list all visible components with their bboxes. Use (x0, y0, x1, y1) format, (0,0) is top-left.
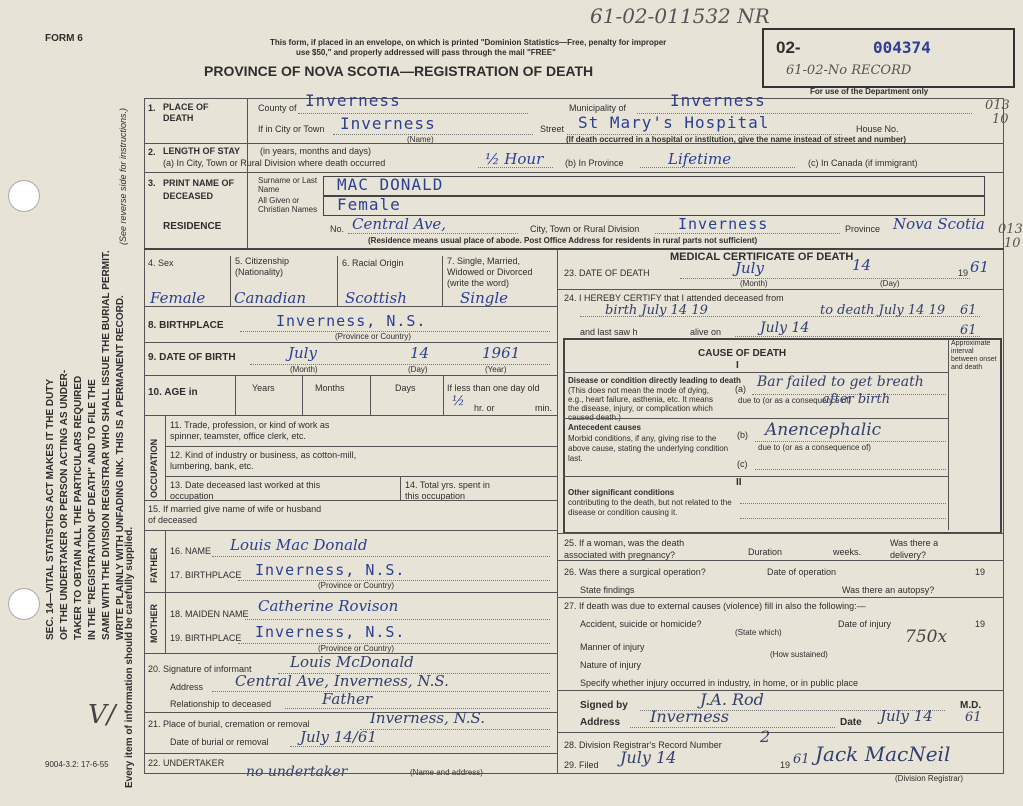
surname-label: Surname or Last Name (258, 176, 318, 194)
dob-label: 9. DATE OF BIRTH (148, 352, 236, 363)
last-saw-year: 61 (960, 323, 977, 338)
registrar-signature: Jack MacNeil (815, 742, 951, 766)
md-label: M.D. (960, 700, 982, 711)
marital-label: 7. Single, Married, Widowed or Divorced (write the word) (447, 256, 533, 288)
state-which-caption: (State which) (735, 628, 782, 637)
occupation-q13: 13. Date deceased last worked at this occupation (170, 480, 321, 501)
margin-code-1: 013 (985, 98, 1010, 113)
citizenship-label: 5. Citizenship (Nationality) (235, 256, 290, 277)
label-column-divider (247, 98, 248, 248)
mother-maiden-name: Catherine Rovison (258, 597, 399, 615)
filed-label: 29. Filed (564, 760, 599, 770)
side-instruction-4: IN THE "REGISTRATION OF DEATH" AND TO FILE THE (87, 379, 98, 640)
last-saw-label: and last saw h (580, 327, 638, 337)
residence-city-label: City, Town or Rural Division (530, 224, 640, 234)
cause-b: Anencephalic (765, 420, 882, 440)
death-year-prefix: 19 (958, 268, 969, 278)
death-year: 61 (970, 258, 990, 276)
residence-city: Inverness (678, 215, 769, 233)
mother-vertical: MOTHER (149, 604, 159, 643)
father-birth-label: 17. BIRTHPLACE (170, 570, 242, 580)
direct-cause-note: (This does not mean the mode of dying, e.g., heart failure, asthenia, etc. It means the disease, injury, or complication which caused death.) (568, 386, 713, 422)
physician-address-label: Address (580, 717, 621, 728)
residence-label: RESIDENCE (163, 221, 222, 232)
page-title: PROVINCE OF NOVA SCOTIA—REGISTRATION OF DEATH (204, 63, 594, 79)
side-instruction-3: TAKER TO OBTAIN ALL THE PARTICULARS REQUIRED (73, 375, 84, 640)
filed-year-prefix: 19 (780, 760, 791, 770)
burial-date: July 14/61 (300, 728, 377, 746)
burial-place: Inverness, N.S. (370, 709, 486, 727)
surgery-label: 26. Was there a surgical operation? (564, 567, 706, 577)
attended-to: to death July 14 19 (820, 303, 946, 318)
municipality-label: Municipality of (569, 103, 627, 113)
informant-address-label: Address (170, 682, 204, 692)
occupation-q15: 15. If married give name of wife or husband of deceased (148, 504, 322, 525)
roman-two: II (736, 477, 742, 488)
father-prov-caption: (Province or Country) (318, 581, 395, 590)
mother-name-label: 18. MAIDEN NAME (170, 609, 249, 619)
death-month-caption: (Month) (740, 279, 768, 288)
given-names-label: All Given or Christian Names (258, 196, 318, 214)
rule-3 (144, 172, 1004, 173)
birthplace-value: Inverness, N.S. (276, 312, 427, 330)
signed-date-label: Date (840, 717, 862, 728)
relationship-value: Father (322, 690, 373, 708)
side-instruction-6: WRITE PLAINLY WITH UNFADING INK. THIS IS A PERMANENT RECORD. (115, 295, 126, 640)
side-instruction-8: Every item of information should be carefully supplied. (124, 526, 135, 788)
frame-right (1003, 98, 1004, 774)
given-names-value: Female (337, 195, 401, 214)
min-label: min. (535, 403, 553, 413)
injury-year: 19 (975, 619, 986, 629)
pencil-mark: 750x (905, 627, 948, 647)
pregnancy-label: 25. If a woman, was the death associated with pregnancy? (564, 538, 685, 560)
weeks-label: weeks. (833, 547, 862, 557)
registrar-caption: (Division Registrar) (895, 774, 964, 783)
dob-year-caption: (Year) (485, 365, 507, 374)
form-code: 9004-3.2: 17-6-55 (45, 760, 109, 769)
death-day: 14 (852, 256, 872, 274)
surname-value: MAC DONALD (337, 175, 444, 194)
punch-hole-top (8, 180, 40, 212)
print-name-label: PRINT NAME OF DECEASED (163, 178, 234, 201)
undertaker-label: 22. UNDERTAKER (148, 758, 225, 768)
specify-label: Specify whether injury occurred in industry, in home, or in public place (580, 678, 858, 688)
physician-address: Inverness (650, 707, 729, 726)
citizenship-value: Canadian (234, 289, 307, 307)
roman-one: I (736, 360, 739, 371)
manner-label: Manner of injury (580, 642, 645, 652)
age-note: If less than one day old (447, 383, 540, 393)
registration-note: 61-02-No RECORD (786, 63, 912, 78)
operation-date-label: Date of operation (767, 567, 837, 577)
autopsy-label: Was there an autopsy? (842, 585, 935, 595)
burial-date-label: Date of burial or removal (170, 737, 269, 747)
racial-value: Scottish (345, 289, 407, 307)
residence-province: Nova Scotia (893, 215, 985, 233)
physician-signature: J.A. Rod (700, 690, 764, 709)
municipality-value: Inverness (670, 91, 766, 110)
years-label: Years (252, 383, 275, 393)
section-3-number: 3. (148, 178, 156, 188)
death-month: July (735, 259, 764, 277)
last-saw-suffix: alive on (690, 327, 722, 337)
mother-birthplace: Inverness, N.S. (255, 623, 406, 641)
section-2-number: 2. (148, 147, 156, 157)
place-of-death-label: PLACE OF DEATH (163, 102, 209, 123)
side-instruction-1: SEC. 14—VITAL STATISTICS ACT MAKES IT THE DUTY (45, 378, 56, 640)
cause-c-mark: (c) (737, 459, 748, 469)
occupation-q14: 14. Total yrs. spent in this occupation (405, 480, 490, 501)
side-instruction-7: (See reverse side for instructions.) (118, 107, 128, 245)
injury-date-label: Date of injury (838, 619, 892, 629)
dob-day-caption: (Day) (408, 365, 428, 374)
residence-note: (Residence means usual place of abode. Post Office Address for residents in rural parts not sufficient) (368, 236, 758, 245)
relationship-label: Relationship to deceased (170, 699, 272, 709)
mother-birth-label: 19. BIRTHPLACE (170, 633, 242, 643)
undertaker-value: no undertaker (246, 764, 348, 780)
occupation-vertical: OCCUPATION (149, 438, 159, 498)
cause-a-continued: after birth (822, 392, 891, 407)
department-use: For use of the Department only (810, 87, 929, 96)
undertaker-caption: (Name and address) (410, 768, 483, 777)
registration-prefix: 02- (776, 38, 801, 57)
rule-4 (144, 248, 1004, 250)
antecedent-label: Antecedent causes (568, 423, 641, 432)
operation-year: 19 (975, 567, 986, 577)
duration-label: Duration (748, 547, 783, 557)
record-number-label: 28. Division Registrar's Record Number (564, 740, 722, 750)
months-label: Months (315, 383, 345, 393)
direct-cause-label: Disease or condition directly leading to death (568, 376, 741, 385)
dob-day: 14 (410, 344, 430, 362)
antecedent-note: Morbid conditions, if any, giving rise to the above cause, stating the underlying condition last. (568, 434, 729, 463)
length-of-stay-label: LENGTH OF STAY (163, 146, 241, 156)
street-label: Street (540, 124, 565, 134)
burial-place-label: 21. Place of burial, cremation or removal (148, 719, 310, 729)
days-label: Days (395, 383, 416, 393)
father-birthplace: Inverness, N.S. (255, 561, 406, 579)
nature-label: Nature of injury (580, 660, 642, 670)
informant-signature: Louis McDonald (290, 653, 414, 671)
street-value: St Mary's Hospital (578, 113, 770, 132)
margin-code-2: 10 (992, 112, 1009, 127)
residence-street-label: No. (330, 224, 345, 234)
cause-a-mark: (a) (735, 384, 746, 394)
stay-a-value: ½ Hour (485, 150, 544, 168)
mother-prov-caption: (Province or Country) (318, 644, 395, 653)
registration-number-box (762, 28, 1015, 88)
informant-signature-label: 20. Signature of informant (148, 664, 252, 674)
filed-year: 61 (793, 752, 810, 767)
sex-label: 4. Sex (148, 258, 174, 268)
attended-year: 61 (960, 303, 977, 318)
cause-heading: CAUSE OF DEATH (698, 348, 787, 359)
other-conditions-label: Other significant conditions (568, 488, 675, 497)
delivery-label: Was there a delivery? (890, 538, 939, 560)
name-caption: (Name) (407, 135, 434, 144)
mail-notice-2: use $50," and properly addressed will pass through the mail "FREE" (296, 48, 556, 57)
record-number: 2 (760, 727, 771, 746)
attended-from: birth July 14 19 (605, 303, 708, 318)
birthplace-caption: (Province or Country) (335, 332, 412, 341)
stay-b-label: (b) In Province (565, 158, 624, 168)
signed-date: July 14 (880, 707, 933, 725)
column-divider (557, 248, 558, 774)
county-value: Inverness (305, 91, 401, 110)
how-sustained-caption: (How sustained) (770, 650, 828, 659)
hospital-note: (If death occurred in a hospital or institution, give the name instead of street and number) (566, 135, 907, 144)
last-saw-date: July 14 (760, 320, 810, 336)
filed-date: July 14 (620, 748, 677, 767)
signed-year: 61 (965, 710, 982, 725)
city-value: Inverness (340, 114, 436, 133)
certify-label: 24. I HEREBY CERTIFY that I attended deceased from (564, 293, 784, 303)
hr-label: hr. or (474, 403, 495, 413)
interval-label: Approximate interval between onset and death (951, 340, 997, 371)
mail-notice-1: This form, if placed in an envelope, on which is printed "Dominion Statistics—Free, penalty for improper (270, 38, 667, 47)
city-label: If in City or Town (258, 124, 325, 134)
stay-a-label: (a) In City, Town or Rural Division where death occurred (163, 158, 386, 168)
length-of-stay-sub: (in years, months and days) (260, 146, 372, 156)
residence-province-label: Province (845, 224, 881, 234)
marital-value: Single (460, 289, 509, 307)
dob-month: July (288, 344, 317, 362)
death-day-caption: (Day) (880, 279, 900, 288)
punch-hole-bottom (8, 588, 40, 620)
dob-month-caption: (Month) (290, 365, 318, 374)
informant-address: Central Ave, Inverness, N.S. (235, 672, 449, 690)
margin-code-4: 10 (1004, 236, 1021, 251)
medical-certificate-heading: MEDICAL CERTIFICATE OF DEATH (670, 251, 854, 263)
racial-label: 6. Racial Origin (342, 258, 404, 268)
occupation-q12: 12. Kind of industry or business, as cotton-mill, lumbering, bank, etc. (170, 450, 357, 471)
cause-a: Bar failed to get breath (757, 374, 924, 390)
external-causes-label: 27. If death was due to external causes (violence) fill in also the following:— (564, 601, 866, 611)
side-instruction-2: OF THE UNDERTAKER OR PERSON ACTING AS UNDER- (59, 369, 70, 640)
occupation-q11: 11. Trade, profession, or kind of work as spinner, teamster, office clerk, etc. (170, 420, 330, 441)
dob-year: 1961 (482, 344, 521, 362)
age-label: 10. AGE in (148, 387, 198, 398)
other-conditions-note: contributing to the death, but not related to the disease or condition causing it. (568, 498, 732, 517)
age-value: ½ (452, 394, 465, 409)
due-to-2: due to (or as a consequence of) (758, 443, 871, 452)
form-number: FORM 6 (45, 33, 83, 44)
margin-initials: V/ (88, 700, 116, 730)
father-name-label: 16. NAME (170, 546, 212, 556)
house-label: House No. (856, 124, 899, 134)
findings-label: State findings (580, 585, 635, 595)
sex-value: Female (150, 289, 206, 307)
frame-left (144, 98, 145, 774)
signed-by-label: Signed by (580, 700, 628, 711)
rule-1 (144, 98, 1004, 99)
registration-number: 004374 (873, 38, 931, 57)
birthplace-label: 8. BIRTHPLACE (148, 320, 224, 331)
due-to-1: due to (or as a consequence of) (738, 396, 851, 405)
accident-label: Accident, suicide or homicide? (580, 619, 702, 629)
father-name: Louis Mac Donald (230, 536, 368, 554)
cause-b-mark: (b) (737, 430, 748, 440)
section-1-number: 1. (148, 103, 156, 113)
residence-street: Central Ave, (352, 215, 447, 233)
stay-b-value: Lifetime (668, 150, 732, 168)
stay-c-label: (c) In Canada (if immigrant) (808, 158, 918, 168)
father-vertical: FATHER (149, 547, 159, 583)
margin-code-3: 013 (998, 222, 1023, 237)
given-names-box (323, 196, 985, 216)
top-note: 61-02-011532 NR (590, 4, 770, 28)
county-label: County of (258, 103, 297, 113)
date-of-death-label: 23. DATE OF DEATH (564, 268, 650, 278)
side-instruction-5: SAME WITH THE DIVISION REGISTRAR WHO SHALL ISSUE THE BURIAL PERMIT. (101, 250, 112, 640)
